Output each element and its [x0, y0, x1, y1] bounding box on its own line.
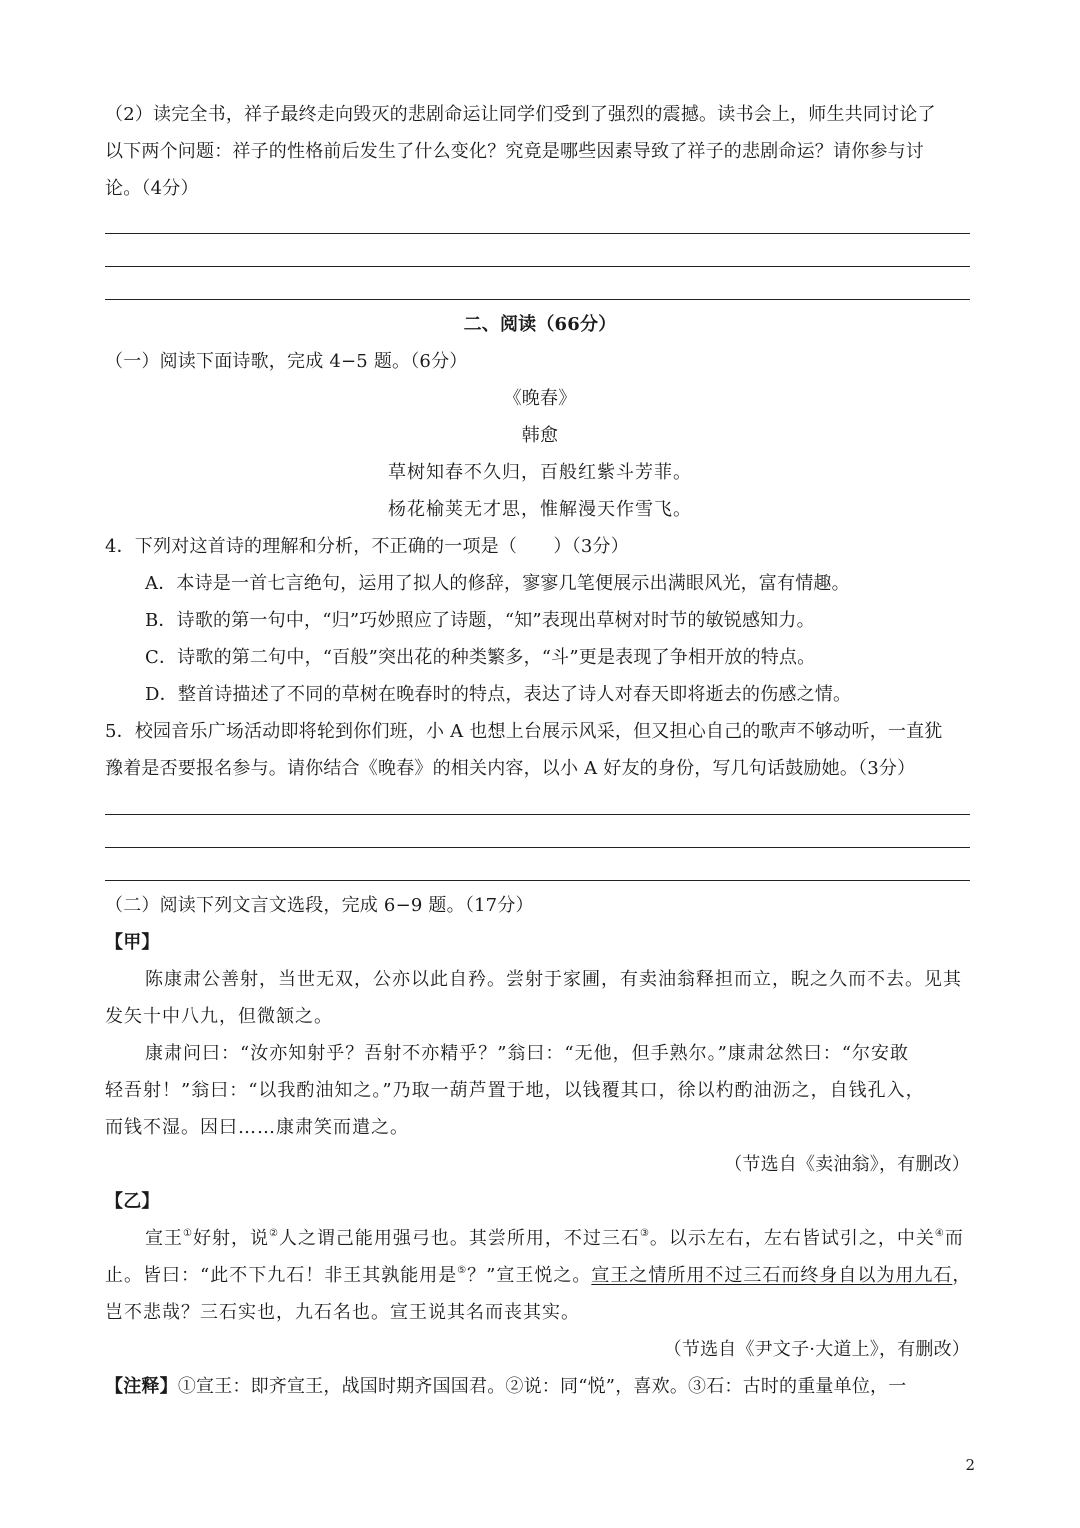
q5-line1: 5．校园音乐广场活动即将轮到你们班，小 A 也想上台展示风采，但又担心自己的歌声不够动听，一直犹	[105, 721, 943, 742]
annotation-mark: ⑤	[457, 1265, 468, 1276]
page-number: 2	[965, 1456, 975, 1474]
annotation-mark: ④	[934, 1228, 945, 1239]
passage-jia-label: 【甲】	[105, 932, 160, 953]
yi-paragraph-line: 岂不悲哉？三石实也，九石名也。宣王说其名而丧其实。	[105, 1302, 580, 1323]
q3-part2-line3: 论。（4分）	[105, 178, 199, 199]
passage-yi-label: 【乙】	[105, 1191, 160, 1212]
q4-option-c[interactable]: C．诗歌的第二句中，“百般”突出花的种类繁多，“斗”更是表现了争相开放的特点。	[145, 647, 816, 668]
jia-paragraph-line: 康肃问曰：“汝亦知射乎？吾射不亦精乎？”翁曰：“无他，但手熟尔。”康肃忿然曰：“尔安敢	[145, 1043, 910, 1064]
yi-paragraph-line	[145, 1227, 975, 1251]
yi-paragraph-line	[105, 1264, 975, 1288]
jia-paragraph-line: 发矢十中八九，但微颔之。	[105, 1006, 333, 1027]
answer-line[interactable]	[105, 814, 970, 815]
q4-option-d[interactable]: D．整首诗描述了不同的草树在晚春时的特点，表达了诗人对春天即将逝去的伤感之情。	[145, 684, 852, 705]
jia-paragraph-line: 陈康肃公善射，当世无双，公亦以此自矜。尝射于家圃，有卖油翁释担而立，睨之久而不去。见其	[145, 969, 962, 990]
poem-line: 草树知春不久归，百般红紫斗芳菲。	[388, 462, 692, 483]
answer-line[interactable]	[105, 266, 970, 267]
q4-option-b[interactable]: B．诗歌的第一句中，“归”巧妙照应了诗题，“知”表现出草树对时节的敏锐感知力。	[145, 610, 815, 631]
yi-text: 人之谓己能用强弓也。其尝所用，不过三石	[278, 1228, 640, 1249]
answer-line[interactable]	[105, 299, 970, 300]
annotation-mark: ②	[268, 1228, 279, 1239]
poem-author: 韩愈	[521, 425, 559, 446]
yi-text: ？”宣王悦之。	[467, 1265, 592, 1286]
yi-text: 止。皆曰：“此不下九石！非王其孰能用是	[105, 1265, 458, 1286]
answer-line[interactable]	[105, 233, 970, 234]
poem-line: 杨花榆荚无才思，惟解漫天作雪飞。	[388, 499, 692, 520]
underlined-sentence: 宣王之情所用不过三石而终身自以为用九石	[591, 1265, 953, 1286]
annotation-mark: ③	[639, 1228, 650, 1239]
yi-text: ，	[952, 1265, 972, 1286]
yi-text: 而	[944, 1228, 964, 1249]
yi-text: 。以示左右，左右皆试引之，中关	[649, 1228, 935, 1249]
section-title: 二、阅读（66分）	[463, 314, 617, 335]
q3-part2-line2: 以下两个问题：祥子的性格前后发生了什么变化？究竟是哪些因素导致了祥子的悲剧命运？请你参与讨	[105, 141, 924, 162]
notes-text: ①宣王：即齐宣王，战国时期齐国国君。②说：同“悦”，喜欢。③石：古时的重量单位，一	[177, 1376, 907, 1397]
q5-line2: 豫着是否要报名参与。请你结合《晚春》的相关内容，以小 A 好友的身份，写几句话鼓励她。（3分）	[105, 758, 916, 779]
notes-label: 【注释】	[105, 1376, 178, 1397]
notes-line	[105, 1375, 975, 1399]
yi-source: （节选自《尹文子·大道上》，有删改）	[663, 1339, 970, 1360]
jia-source: （节选自《卖油翁》，有删改）	[724, 1154, 970, 1175]
answer-line[interactable]	[105, 880, 970, 881]
q4-stem: 4．下列对这首诗的理解和分析，不正确的一项是（ ）（3分）	[105, 536, 629, 557]
part2-intro: （二）阅读下列文言文选段，完成 6−9 题。（17分）	[105, 895, 534, 916]
q4-option-a[interactable]: A．本诗是一首七言绝句，运用了拟人的修辞，寥寥几笔便展示出满眼风光，富有情趣。	[145, 573, 850, 594]
q3-part2-line1: （2）读完全书，祥子最终走向毁灭的悲剧命运让同学们受到了强烈的震撼。读书会上，师生共同讨论了	[105, 104, 936, 125]
jia-paragraph-line: 轻吾射！”翁曰：“以我酌油知之。”乃取一葫芦置于地，以钱覆其口，徐以杓酌油沥之，自钱孔入，	[105, 1080, 925, 1101]
annotation-mark: ①	[183, 1228, 193, 1239]
yi-text: 好射，说	[192, 1228, 269, 1249]
answer-line[interactable]	[105, 847, 970, 848]
yi-text: 宣王	[145, 1228, 183, 1249]
part1-intro: （一）阅读下面诗歌，完成 4−5 题。（6分）	[105, 351, 468, 372]
jia-paragraph-line: 而钱不湿。因曰……康肃笑而遣之。	[105, 1117, 409, 1138]
poem-title: 《晚春》	[503, 388, 577, 409]
